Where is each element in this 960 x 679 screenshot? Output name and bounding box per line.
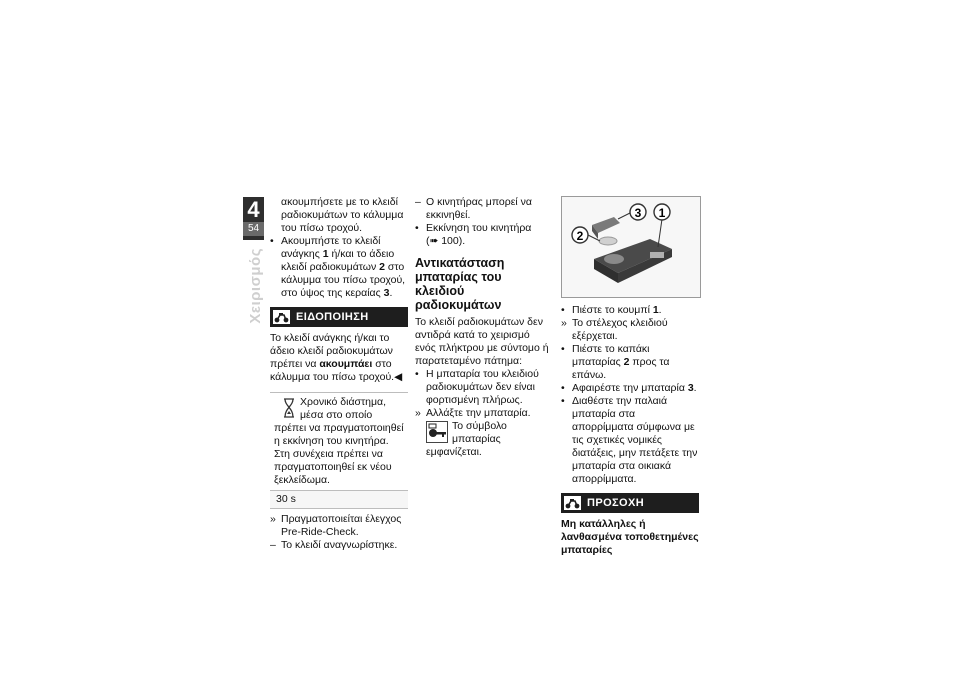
dash-item: – Ο κινητήρας μπορεί να εκκινηθεί. (415, 196, 532, 221)
side-title (235, 248, 275, 358)
list-item: • Ακουμπήστε το κλειδί ανάγκης 1 ή/και το άδειο κλειδί ραδιοκυμάτων 2 στο κάλυμμα του πίσω τροχού, στο ύψος της κεραίας 3. (270, 235, 406, 299)
figure-label-3: 3 (634, 206, 642, 220)
page-reference-link[interactable]: (➠ 100). (426, 235, 466, 247)
caution-heading: Μη κατάλληλες ή λανθασμένα τοποθετημένες μπαταρίες (561, 518, 699, 556)
chapter-number: 4 (247, 197, 260, 222)
bullet-marker: • (415, 368, 419, 380)
warning-label: ΕΙΔΟΠΟΙΗΣΗ (296, 310, 369, 323)
list-item: • Πιέστε το καπάκι μπαταρίας 2 προς τα επάνω. (561, 343, 670, 381)
chapter-badge (243, 197, 264, 240)
end-marker: ◀ (394, 371, 403, 383)
result-marker: » (270, 513, 276, 525)
bullet-marker: • (270, 235, 274, 247)
bullet-marker: • (415, 222, 419, 234)
section-heading: Αντικατάσταση μπαταρίας του κλειδιού ραδιοκυμάτων (415, 256, 505, 312)
result-item: » Αλλάξτε την μπαταρία. (415, 407, 531, 419)
note-box (270, 392, 408, 509)
dash-marker: – (270, 539, 276, 551)
figure-label-1: 1 (658, 206, 666, 220)
note-value: 30 s (270, 490, 408, 508)
list-item: • Διαθέστε την παλαιά μπαταρία στα απορρίμματα σύμφωνα με τις σχετικές νομικές διατάξεις, μην πετάξετε την μπαταρία στα οικιακά απορρίμματα. (561, 395, 698, 485)
key-illustration (562, 197, 700, 297)
motorcycle-warning-icon (273, 310, 290, 324)
continued-text: ακουμπήσετε με το κλειδί ραδιοκυμάτων το κάλυμμα του πίσω τροχού. (281, 196, 404, 234)
warning-text: Το κλειδί ανάγκης ή/και το άδειο κλειδί ραδιοκυμάτων πρέπει να ακουμπάει στο κάλυμμα του πίσω τροχού.◀ (270, 332, 403, 383)
note-text: Χρονικό διάστημα, μέσα στο οποίο πρέπει να πραγματοποιηθεί η εκκίνηση του κινητήρα. Στη συνέχεια πρέπει να πραγματοποιηθεί εκ νέου ξεκλείδωμα. (274, 396, 404, 486)
warning-banner (270, 307, 408, 327)
figure-label-2: 2 (576, 229, 584, 243)
bullet-marker: • (561, 395, 565, 407)
list-item: • Αφαιρέστε την μπαταρία 3. (561, 382, 697, 394)
key-battery-figure (561, 196, 701, 298)
battery-key-icon (426, 421, 448, 443)
column-3 (561, 196, 699, 557)
caution-label: ΠΡΟΣΟΧΗ (587, 496, 645, 509)
hourglass-icon (282, 398, 296, 418)
bullet-marker: • (561, 304, 565, 316)
column-2 (415, 196, 553, 459)
paragraph: Το κλειδί ραδιοκυμάτων δεν αντιδρά κατά το χειρισμό ενός πλήκτρου με σύντομο ή παρατεταμένο πάτημα: (415, 316, 549, 367)
list-item: • Πιέστε το κουμπί 1. (561, 304, 662, 316)
dash-marker: – (415, 196, 421, 208)
result-marker: » (561, 317, 567, 329)
icon-note: Το σύμβολο μπαταρίας εμφανίζεται. (426, 420, 507, 458)
caution-banner (561, 493, 699, 513)
bullet-marker: • (561, 382, 565, 394)
page-number: 54 (243, 222, 264, 236)
list-item: • Εκκίνηση του κινητήρα (➠ 100). (415, 222, 532, 247)
bullet-marker: • (561, 343, 565, 355)
dash-item: – Το κλειδί αναγνωρίστηκε. (270, 539, 398, 551)
column-1 (270, 196, 408, 552)
result-item: » Πραγματοποιείται έλεγχος Pre-Ride-Check. (270, 513, 402, 538)
result-item: » Το στέλεχος κλειδιού εξέρχεται. (561, 317, 668, 342)
list-item: • Η μπαταρία του κλειδιού ραδιοκυμάτων δεν είναι φορτισμένη πλήρως. (415, 368, 539, 406)
side-title-text: Χειρισμός (246, 248, 264, 324)
result-marker: » (415, 407, 421, 419)
motorcycle-warning-icon (564, 496, 581, 510)
